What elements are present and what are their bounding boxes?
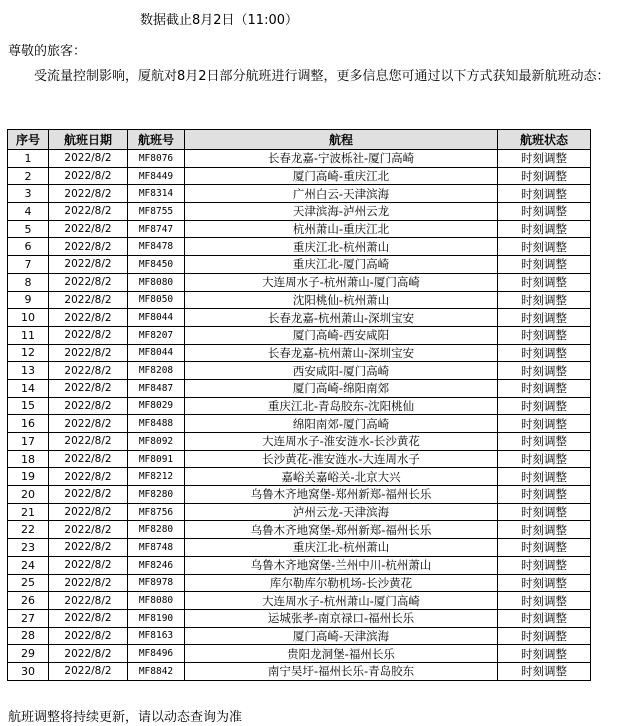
cell-flight-status: 时刻调整 [498, 592, 591, 610]
cell-seq: 25 [8, 574, 49, 592]
table-row [8, 556, 591, 574]
table-row [8, 344, 591, 362]
cell-flight-status: 时刻调整 [498, 362, 591, 380]
cell-flight-status: 时刻调整 [498, 203, 591, 221]
header-route: 航程 [185, 130, 498, 150]
cell-seq: 1 [8, 150, 49, 168]
cell-flight-number: MF8755 [128, 203, 185, 221]
cell-flight-number: MF8280 [128, 521, 185, 539]
table-row [8, 627, 591, 645]
cell-flight-status: 时刻调整 [498, 256, 591, 274]
cell-flight-status: 时刻调整 [498, 645, 591, 663]
cell-flight-date: 2022/8/2 [49, 645, 128, 663]
cell-flight-date: 2022/8/2 [49, 238, 128, 256]
table-header-row [8, 130, 591, 150]
cell-flight-number: MF8207 [128, 326, 185, 344]
table-row [8, 397, 591, 415]
cell-seq: 30 [8, 662, 49, 680]
cell-flight-date: 2022/8/2 [49, 627, 128, 645]
cell-seq: 9 [8, 291, 49, 309]
cell-flight-number: MF8163 [128, 627, 185, 645]
cell-seq: 19 [8, 468, 49, 486]
cell-seq: 2 [8, 167, 49, 185]
cell-flight-number: MF8080 [128, 592, 185, 610]
cell-route: 长沙黄花-淮安涟水-大连周水子 [185, 450, 498, 468]
cell-flight-date: 2022/8/2 [49, 486, 128, 504]
table-row [8, 203, 591, 221]
cell-route: 厦门高崎-西安咸阳 [185, 326, 498, 344]
cell-route: 乌鲁木齐地窝堡-兰州中川-杭州萧山 [185, 556, 498, 574]
cell-flight-date: 2022/8/2 [49, 592, 128, 610]
cell-flight-status: 时刻调整 [498, 486, 591, 504]
cell-route: 厦门高崎-绵阳南郊 [185, 379, 498, 397]
cell-seq: 26 [8, 592, 49, 610]
cell-flight-status: 时刻调整 [498, 415, 591, 433]
header-flight-status: 航班状态 [498, 130, 591, 150]
table-row [8, 309, 591, 327]
cell-flight-date: 2022/8/2 [49, 662, 128, 680]
cell-flight-date: 2022/8/2 [49, 450, 128, 468]
cell-route: 运城张孝-南京禄口-福州长乐 [185, 609, 498, 627]
cell-flight-date: 2022/8/2 [49, 185, 128, 203]
cell-seq: 15 [8, 397, 49, 415]
cell-route: 西安咸阳-厦门高崎 [185, 362, 498, 380]
cell-seq: 7 [8, 256, 49, 274]
cell-flight-status: 时刻调整 [498, 291, 591, 309]
cell-flight-date: 2022/8/2 [49, 220, 128, 238]
table-row [8, 238, 591, 256]
table-row [8, 256, 591, 274]
cell-seq: 27 [8, 609, 49, 627]
cell-flight-status: 时刻调整 [498, 185, 591, 203]
cell-flight-status: 时刻调整 [498, 609, 591, 627]
cell-seq: 17 [8, 433, 49, 451]
cell-flight-number: MF8478 [128, 238, 185, 256]
cell-seq: 10 [8, 309, 49, 327]
cell-flight-status: 时刻调整 [498, 238, 591, 256]
cell-flight-number: MF8747 [128, 220, 185, 238]
table-row [8, 185, 591, 203]
cell-route: 杭州萧山-重庆江北 [185, 220, 498, 238]
cell-flight-number: MF8044 [128, 309, 185, 327]
cell-flight-status: 时刻调整 [498, 450, 591, 468]
cell-route: 长春龙嘉-杭州萧山-深圳宝安 [185, 309, 498, 327]
cell-seq: 28 [8, 627, 49, 645]
cell-flight-date: 2022/8/2 [49, 203, 128, 221]
table-row [8, 273, 591, 291]
cell-flight-number: MF8748 [128, 539, 185, 557]
table-row [8, 450, 591, 468]
cell-route: 重庆江北-杭州萧山 [185, 539, 498, 557]
cell-flight-date: 2022/8/2 [49, 415, 128, 433]
cell-seq: 14 [8, 379, 49, 397]
cell-flight-date: 2022/8/2 [49, 397, 128, 415]
cell-flight-status: 时刻调整 [498, 326, 591, 344]
cell-flight-date: 2022/8/2 [49, 273, 128, 291]
cell-flight-number: MF8091 [128, 450, 185, 468]
cell-flight-status: 时刻调整 [498, 503, 591, 521]
table-row [8, 521, 591, 539]
cell-flight-number: MF8488 [128, 415, 185, 433]
cell-route: 绵阳南郊-厦门高崎 [185, 415, 498, 433]
cell-flight-number: MF8029 [128, 397, 185, 415]
table-row [8, 609, 591, 627]
cell-flight-date: 2022/8/2 [49, 503, 128, 521]
cell-route: 嘉峪关嘉峪关-北京大兴 [185, 468, 498, 486]
cell-seq: 13 [8, 362, 49, 380]
cell-seq: 6 [8, 238, 49, 256]
cell-flight-status: 时刻调整 [498, 521, 591, 539]
cell-route: 长春龙嘉-宁波栎社-厦门高崎 [185, 150, 498, 168]
cell-route: 厦门高崎-重庆江北 [185, 167, 498, 185]
cell-flight-status: 时刻调整 [498, 539, 591, 557]
header-flight-number: 航班号 [128, 130, 185, 150]
cell-flight-number: MF8080 [128, 273, 185, 291]
cell-seq: 18 [8, 450, 49, 468]
cell-flight-date: 2022/8/2 [49, 521, 128, 539]
cell-flight-number: MF8280 [128, 486, 185, 504]
footer-note: 航班调整将持续更新，请以动态查询为准 [8, 710, 243, 725]
cell-seq: 3 [8, 185, 49, 203]
cell-route: 天津滨海-泸州云龙 [185, 203, 498, 221]
cell-flight-date: 2022/8/2 [49, 433, 128, 451]
cell-flight-status: 时刻调整 [498, 344, 591, 362]
header-seq: 序号 [8, 130, 49, 150]
cell-flight-status: 时刻调整 [498, 150, 591, 168]
cell-seq: 23 [8, 539, 49, 557]
cell-flight-number: MF8487 [128, 379, 185, 397]
table-body [8, 150, 591, 681]
cell-flight-date: 2022/8/2 [49, 344, 128, 362]
cell-flight-date: 2022/8/2 [49, 309, 128, 327]
table-row [8, 291, 591, 309]
table-row [8, 167, 591, 185]
table-row [8, 379, 591, 397]
cell-flight-date: 2022/8/2 [49, 362, 128, 380]
cell-route: 广州白云-天津滨海 [185, 185, 498, 203]
intro-paragraph: 受流量控制影响，厦航对8月2日部分航班进行调整，更多信息您可通过以下方式获知最新航班动态： [34, 69, 610, 84]
cell-seq: 22 [8, 521, 49, 539]
cell-flight-date: 2022/8/2 [49, 556, 128, 574]
cell-flight-status: 时刻调整 [498, 662, 591, 680]
table-row [8, 486, 591, 504]
cell-route: 南宁吴圩-福州长乐-青岛胶东 [185, 662, 498, 680]
cell-route: 重庆江北-杭州萧山 [185, 238, 498, 256]
cell-flight-number: MF8314 [128, 185, 185, 203]
cell-flight-number: MF8190 [128, 609, 185, 627]
cell-flight-number: MF8076 [128, 150, 185, 168]
cell-flight-number: MF8450 [128, 256, 185, 274]
cell-flight-number: MF8246 [128, 556, 185, 574]
cell-flight-number: MF8044 [128, 344, 185, 362]
cell-route: 库尔勒库尔勒机场-长沙黄花 [185, 574, 498, 592]
cell-route: 厦门高崎-天津滨海 [185, 627, 498, 645]
cell-flight-number: MF8756 [128, 503, 185, 521]
header-flight-date: 航班日期 [49, 130, 128, 150]
cell-route: 乌鲁木齐地窝堡-郑州新郑-福州长乐 [185, 486, 498, 504]
cell-flight-date: 2022/8/2 [49, 574, 128, 592]
cell-flight-status: 时刻调整 [498, 397, 591, 415]
table-row [8, 662, 591, 680]
cell-flight-status: 时刻调整 [498, 167, 591, 185]
cell-seq: 11 [8, 326, 49, 344]
cell-flight-date: 2022/8/2 [49, 167, 128, 185]
table-row [8, 645, 591, 663]
cell-seq: 21 [8, 503, 49, 521]
cell-seq: 8 [8, 273, 49, 291]
cell-route: 贵阳龙洞堡-福州长乐 [185, 645, 498, 663]
table-row [8, 326, 591, 344]
cell-route: 沈阳桃仙-杭州萧山 [185, 291, 498, 309]
cell-seq: 29 [8, 645, 49, 663]
cell-flight-number: MF8978 [128, 574, 185, 592]
table-row [8, 362, 591, 380]
cell-flight-status: 时刻调整 [498, 574, 591, 592]
cell-flight-number: MF8842 [128, 662, 185, 680]
cell-seq: 5 [8, 220, 49, 238]
cell-flight-number: MF8050 [128, 291, 185, 309]
table-row [8, 574, 591, 592]
cell-flight-date: 2022/8/2 [49, 609, 128, 627]
table-row [8, 592, 591, 610]
cell-route: 泸州云龙-天津滨海 [185, 503, 498, 521]
cell-route: 大连周水子-淮安涟水-长沙黄花 [185, 433, 498, 451]
table-row [8, 539, 591, 557]
cell-flight-status: 时刻调整 [498, 220, 591, 238]
cell-route: 重庆江北-青岛胶东-沈阳桃仙 [185, 397, 498, 415]
cell-route: 大连周水子-杭州萧山-厦门高崎 [185, 273, 498, 291]
cell-seq: 24 [8, 556, 49, 574]
table-row [8, 415, 591, 433]
table-row [8, 468, 591, 486]
cell-flight-status: 时刻调整 [498, 309, 591, 327]
cell-flight-date: 2022/8/2 [49, 326, 128, 344]
data-cutoff-date: 数据截止8月2日（11:00） [139, 13, 298, 28]
cell-route: 重庆江北-厦门高崎 [185, 256, 498, 274]
cell-flight-number: MF8496 [128, 645, 185, 663]
cell-flight-status: 时刻调整 [498, 468, 591, 486]
cell-flight-number: MF8208 [128, 362, 185, 380]
cell-flight-date: 2022/8/2 [49, 539, 128, 557]
cell-route: 大连周水子-杭州萧山-厦门高崎 [185, 592, 498, 610]
cell-flight-date: 2022/8/2 [49, 150, 128, 168]
cell-flight-date: 2022/8/2 [49, 379, 128, 397]
cell-flight-status: 时刻调整 [498, 433, 591, 451]
cell-seq: 16 [8, 415, 49, 433]
cell-seq: 12 [8, 344, 49, 362]
cell-flight-status: 时刻调整 [498, 273, 591, 291]
cell-seq: 20 [8, 486, 49, 504]
cell-flight-date: 2022/8/2 [49, 256, 128, 274]
table-row [8, 220, 591, 238]
table-row [8, 150, 591, 168]
cell-flight-date: 2022/8/2 [49, 468, 128, 486]
cell-seq: 4 [8, 203, 49, 221]
cell-flight-number: MF8449 [128, 167, 185, 185]
table-row [8, 433, 591, 451]
table-row [8, 503, 591, 521]
cell-flight-number: MF8092 [128, 433, 185, 451]
cell-flight-number: MF8212 [128, 468, 185, 486]
flight-adjustment-table [7, 129, 591, 681]
cell-route: 乌鲁木齐地窝堡-郑州新郑-福州长乐 [185, 521, 498, 539]
cell-flight-status: 时刻调整 [498, 379, 591, 397]
cell-flight-status: 时刻调整 [498, 556, 591, 574]
cell-flight-date: 2022/8/2 [49, 291, 128, 309]
cell-route: 长春龙嘉-杭州萧山-深圳宝安 [185, 344, 498, 362]
cell-flight-status: 时刻调整 [498, 627, 591, 645]
greeting: 尊敬的旅客： [8, 44, 87, 59]
